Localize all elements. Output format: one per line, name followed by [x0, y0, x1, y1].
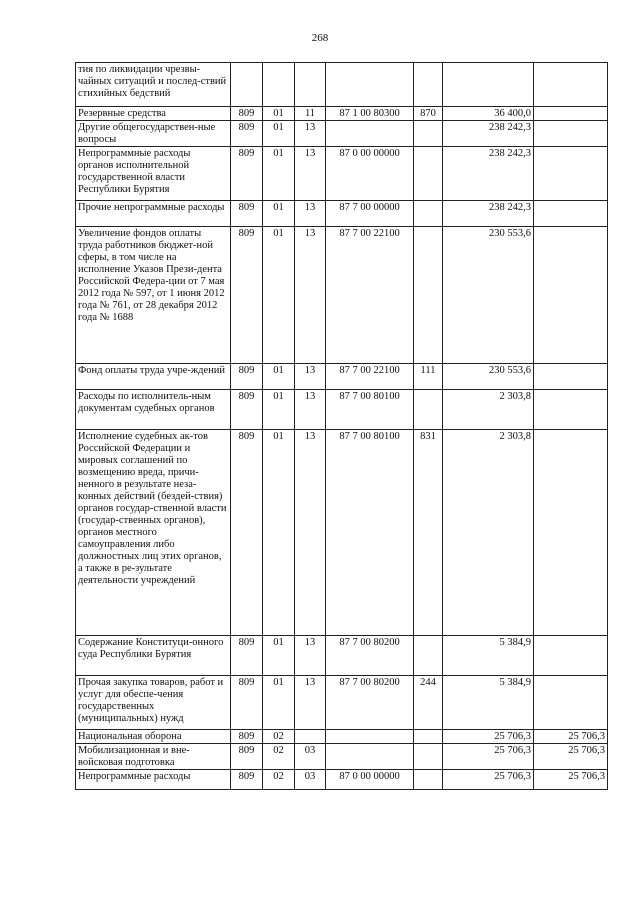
amount-federal-cell [534, 676, 608, 730]
row-name-cell: тия по ликвидации чрезвы-чайных ситуаций и послед-ствий стихийных бедствий [76, 63, 231, 107]
subsection-code-cell: 13 [295, 227, 326, 364]
amount-cell [443, 63, 534, 107]
row-name-cell: Непрограммные расходы [76, 770, 231, 790]
target-article-cell [326, 63, 414, 107]
subsection-code-cell: 13 [295, 430, 326, 636]
ved-code-cell: 809 [231, 730, 263, 744]
page-number: 268 [311, 32, 329, 44]
target-article-cell: 87 7 00 22100 [326, 364, 414, 390]
ved-code-cell: 809 [231, 121, 263, 147]
expense-type-cell [414, 390, 443, 430]
table-row [76, 121, 608, 147]
expense-type-cell [414, 121, 443, 147]
ved-code-cell: 809 [231, 201, 263, 227]
row-name-cell: Расходы по исполнитель-ным документам судебных органов [76, 390, 231, 430]
budget-table [75, 62, 608, 790]
table-row [76, 63, 608, 107]
table-row [76, 770, 608, 790]
amount-cell: 230 553,6 [443, 364, 534, 390]
expense-type-cell [414, 744, 443, 770]
target-article-cell: 87 7 00 80200 [326, 636, 414, 676]
amount-federal-cell [534, 636, 608, 676]
row-name-cell: Национальная оборона [76, 730, 231, 744]
section-code-cell: 01 [263, 227, 295, 364]
expense-type-cell [414, 636, 443, 676]
expense-type-cell [414, 770, 443, 790]
row-name-cell: Другие общегосударствен-ные вопросы [76, 121, 231, 147]
target-article-cell: 87 7 00 22100 [326, 227, 414, 364]
section-code-cell: 01 [263, 107, 295, 121]
expense-type-cell: 870 [414, 107, 443, 121]
subsection-code-cell [295, 63, 326, 107]
expense-type-cell [414, 227, 443, 364]
amount-federal-cell: 25 706,3 [534, 730, 608, 744]
expense-type-cell [414, 201, 443, 227]
target-article-cell [326, 730, 414, 744]
section-code-cell: 01 [263, 121, 295, 147]
subsection-code-cell: 13 [295, 636, 326, 676]
target-article-cell: 87 7 00 80100 [326, 430, 414, 636]
section-code-cell: 01 [263, 430, 295, 636]
row-name-cell: Содержание Конституци-онного суда Республики Бурятия [76, 636, 231, 676]
table-row [76, 147, 608, 201]
table-row [76, 730, 608, 744]
table-row [76, 227, 608, 364]
row-name-cell: Увеличение фондов оплаты труда работников бюджет-ной сферы, в том числе на исполнение Указов Прези-дента Российской Федера-ции от 7 мая 2012 года № 597, от 1 июня 2012 года № 761, от 28 декабря 2012 года № 1688 [76, 227, 231, 364]
amount-cell: 238 242,3 [443, 147, 534, 201]
row-name-cell: Мобилизационная и вне-войсковая подготовка [76, 744, 231, 770]
target-article-cell [326, 744, 414, 770]
amount-federal-cell [534, 147, 608, 201]
ved-code-cell: 809 [231, 636, 263, 676]
amount-federal-cell [534, 201, 608, 227]
table-row [76, 390, 608, 430]
expense-type-cell: 244 [414, 676, 443, 730]
amount-cell: 2 303,8 [443, 430, 534, 636]
table-row [76, 676, 608, 730]
expense-type-cell: 111 [414, 364, 443, 390]
budget-table-body [76, 63, 608, 790]
target-article-cell: 87 7 00 80200 [326, 676, 414, 730]
ved-code-cell: 809 [231, 430, 263, 636]
target-article-cell: 87 7 00 00000 [326, 201, 414, 227]
subsection-code-cell: 13 [295, 364, 326, 390]
subsection-code-cell: 13 [295, 201, 326, 227]
subsection-code-cell: 13 [295, 676, 326, 730]
ved-code-cell: 809 [231, 107, 263, 121]
amount-federal-cell [534, 364, 608, 390]
table-row [76, 430, 608, 636]
section-code-cell: 01 [263, 390, 295, 430]
section-code-cell: 01 [263, 676, 295, 730]
table-row [76, 201, 608, 227]
subsection-code-cell: 13 [295, 390, 326, 430]
amount-federal-cell [534, 430, 608, 636]
subsection-code-cell: 11 [295, 107, 326, 121]
section-code-cell: 02 [263, 770, 295, 790]
amount-federal-cell [534, 390, 608, 430]
row-name-cell: Прочие непрограммные расходы [76, 201, 231, 227]
subsection-code-cell: 13 [295, 147, 326, 201]
amount-cell: 25 706,3 [443, 744, 534, 770]
target-article-cell: 87 0 00 00000 [326, 147, 414, 201]
amount-cell: 25 706,3 [443, 730, 534, 744]
subsection-code-cell [295, 730, 326, 744]
subsection-code-cell: 03 [295, 744, 326, 770]
amount-cell: 36 400,0 [443, 107, 534, 121]
amount-federal-cell: 25 706,3 [534, 770, 608, 790]
expense-type-cell [414, 147, 443, 201]
target-article-cell [326, 121, 414, 147]
ved-code-cell: 809 [231, 676, 263, 730]
ved-code-cell: 809 [231, 364, 263, 390]
amount-cell: 238 242,3 [443, 201, 534, 227]
amount-federal-cell [534, 227, 608, 364]
section-code-cell: 02 [263, 730, 295, 744]
section-code-cell [263, 63, 295, 107]
row-name-cell: Непрограммные расходы органов исполнительной государственной власти Республики Бурятия [76, 147, 231, 201]
amount-cell: 5 384,9 [443, 676, 534, 730]
amount-federal-cell [534, 63, 608, 107]
section-code-cell: 01 [263, 201, 295, 227]
row-name-cell: Резервные средства [76, 107, 231, 121]
expense-type-cell: 831 [414, 430, 443, 636]
table-row [76, 744, 608, 770]
amount-federal-cell [534, 107, 608, 121]
amount-cell: 2 303,8 [443, 390, 534, 430]
subsection-code-cell: 03 [295, 770, 326, 790]
row-name-cell: Исполнение судебных ак-тов Российской Федерации и мировых соглашений по возмещению вреда, причи-ненного в результате неза-конных действий (бездей-ствия) органов государ-ственной власти (государ-ственных органов), органов местного самоуправления либо должностных лиц этих органов, а также в ре-зультате деятельности учреждений [76, 430, 231, 636]
ved-code-cell: 809 [231, 147, 263, 201]
target-article-cell: 87 1 00 80300 [326, 107, 414, 121]
table-row [76, 107, 608, 121]
amount-cell: 5 384,9 [443, 636, 534, 676]
amount-federal-cell: 25 706,3 [534, 744, 608, 770]
table-row [76, 364, 608, 390]
table-row [76, 636, 608, 676]
amount-cell: 230 553,6 [443, 227, 534, 364]
subsection-code-cell: 13 [295, 121, 326, 147]
section-code-cell: 01 [263, 636, 295, 676]
ved-code-cell: 809 [231, 227, 263, 364]
ved-code-cell: 809 [231, 744, 263, 770]
expense-type-cell [414, 730, 443, 744]
target-article-cell: 87 0 00 00000 [326, 770, 414, 790]
amount-cell: 25 706,3 [443, 770, 534, 790]
section-code-cell: 01 [263, 147, 295, 201]
ved-code-cell: 809 [231, 390, 263, 430]
row-name-cell: Прочая закупка товаров, работ и услуг для обеспе-чения государственных (муниципальных) нужд [76, 676, 231, 730]
section-code-cell: 02 [263, 744, 295, 770]
target-article-cell: 87 7 00 80100 [326, 390, 414, 430]
expense-type-cell [414, 63, 443, 107]
ved-code-cell: 809 [231, 770, 263, 790]
amount-federal-cell [534, 121, 608, 147]
section-code-cell: 01 [263, 364, 295, 390]
ved-code-cell [231, 63, 263, 107]
amount-cell: 238 242,3 [443, 121, 534, 147]
row-name-cell: Фонд оплаты труда учре-ждений [76, 364, 231, 390]
